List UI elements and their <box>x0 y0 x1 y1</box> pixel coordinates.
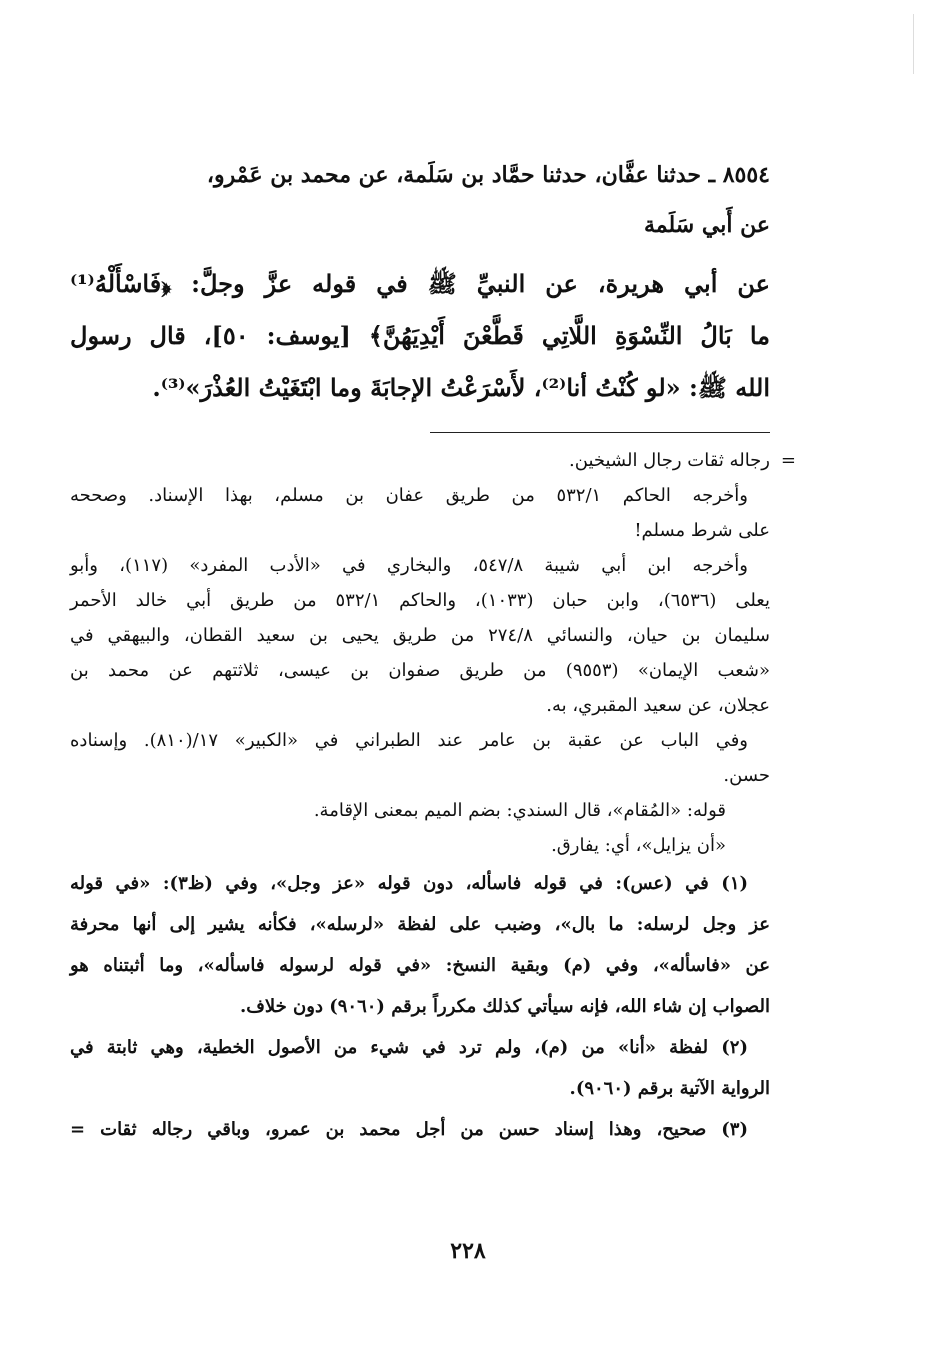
note-line: على شرط مسلم! <box>634 520 770 541</box>
note-paragraph <box>70 793 770 828</box>
hadith-isnad <box>70 150 770 250</box>
note-line: يعلى (٦٥٣٦)، وابن حبان (١٠٣٣)، والحاكم ٥٣٢/١ من طريق أبي خالد الأحمر <box>70 590 771 611</box>
footnotes <box>70 863 770 1150</box>
footnote-1 <box>70 863 770 1027</box>
footnote-line: عز وجل لرسله: ما بال»، وضبب على لفظة «لرسله»، فكأنه يشير إلى أنها محرفة <box>70 914 770 935</box>
footnote-line: (٣) صحيح، وهذا إسناد حسن من أجل محمد بن عمرو، وباقي رجاله ثقات = <box>70 1119 748 1140</box>
matn-line: عن أبي هريرة، عن النبيِّ ﷺ في قوله عزَّ وجلَّ: ﴿فَاسْأَلْهُ⁽¹⁾ <box>70 269 771 298</box>
footnote-line: عن «فاسأله»، وفي (م) وبقية النسخ: «في قوله لرسوله فاسأله»، وما أثبتناه هو <box>70 955 770 976</box>
footnote-2 <box>70 1027 770 1109</box>
note-line: عجلان، عن سعيد المقبري، به. <box>546 695 770 716</box>
note-line: رجاله ثقات رجال الشيخين. <box>569 450 770 471</box>
page-number: ٢٢٨ <box>450 1238 486 1264</box>
note-line: قوله: «المُقام»، قال السندي: بضم الميم بمعنى الإقامة. <box>313 800 726 821</box>
footnote-line: الصواب إن شاء الله، فإنه سيأتي كذلك مكرراً برقم (٩٠٦٠) دون خلاف. <box>239 996 770 1017</box>
isnad-line: عن أَبي سَلَمة <box>644 212 770 238</box>
footnote-3 <box>70 1109 770 1150</box>
footnote-line: (٢) لفظة «أنا» من (م)، ولم ترد في شيء من الأصول الخطية، وهي ثابتة في <box>70 1037 748 1058</box>
takhrij-notes <box>70 443 796 863</box>
note-paragraph <box>70 828 770 863</box>
note-paragraph <box>70 443 796 478</box>
note-line: وأخرجه الحاكم ٥٣٢/١ من طريق عفان بن مسلم، بهذا الإسناد. وصححه <box>70 485 748 506</box>
footnote-separator-wrap <box>70 414 770 433</box>
note-line: سليمان بن حيان، والنسائي ٢٧٤/٨ من طريق يحيى بن سعيد القطان، والبيهقي في <box>70 625 770 646</box>
note-line: «شعب الإيمان» (٩٥٥٣) من طريق صفوان بن عيسى، ثلاثتهم عن محمد بن <box>70 660 770 681</box>
note-line: «أن يزايل»، أي: يفارق. <box>551 835 726 856</box>
note-paragraph <box>70 723 770 793</box>
note-line: وفي الباب عن عقبة بن عامر عند الطبراني في «الكبير» ١٧/(٨١٠). وإسناده <box>70 730 748 751</box>
scan-edge-mark <box>911 14 914 74</box>
matn-line: ما بَالُ النِّسْوَةِ اللَّاتِي قَطَّعْنَ أَيْدِيَهُنَّ﴾ [يوسف: ٥٠]، قال رسول <box>70 321 770 350</box>
note-paragraph <box>70 548 770 723</box>
isnad-line: ٨٥٥٤ ـ حدثنا عفَّان، حدثنا حمَّاد بن سَلَمة، عن محمد بن عَمْرو، <box>206 162 770 188</box>
continuation-mark: = <box>780 450 796 471</box>
footnote-line: الرواية الآتية برقم (٩٠٦٠). <box>569 1078 770 1099</box>
note-line: حسن. <box>723 765 770 786</box>
footnote-line: (١) في (عس): في قوله فاسأله، دون قوله «عز وجل»، وفي (ظ٣): «في قوله <box>70 873 749 894</box>
page-body <box>70 150 796 1150</box>
note-line: وأخرجه ابن أبي شيبة ٥٤٧/٨، والبخاري في «الأدب المفرد» (١١٧)، وأبو <box>70 555 748 576</box>
footnote-separator <box>430 432 770 433</box>
note-paragraph <box>70 478 770 548</box>
hadith-matn <box>70 258 770 414</box>
matn-line: الله ﷺ: «لو كُنْتُ أنا⁽²⁾، لأَسْرَعْتُ الإجابَةَ وما ابْتَغَيْتُ العُذْرَ»⁽³⁾. <box>152 373 770 402</box>
